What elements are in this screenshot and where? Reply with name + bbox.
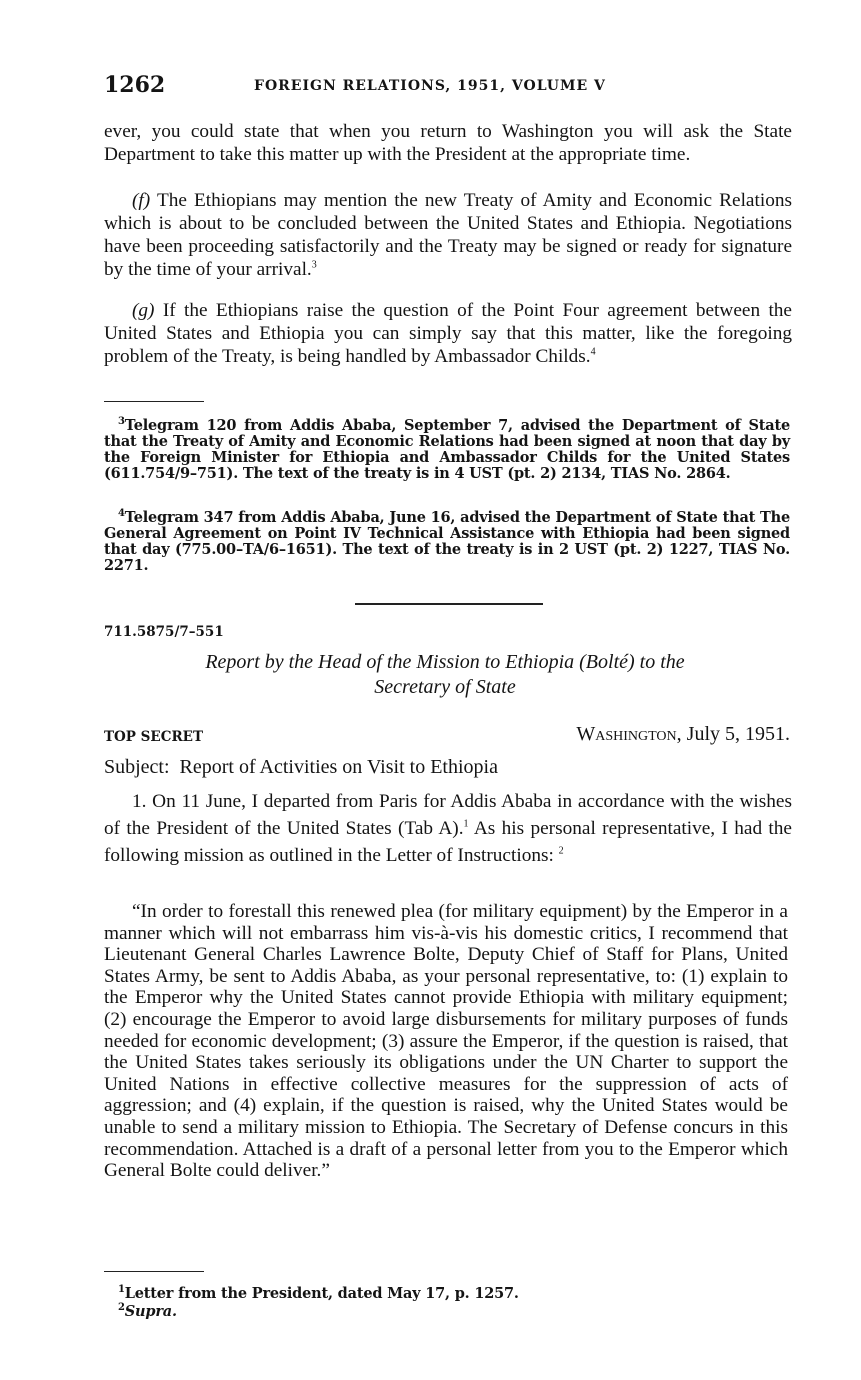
paragraph-1-text-b: As his personal representative, I had the following mission as outlined in the Letter of Instructions: (104, 818, 792, 866)
paragraph-1-text: 1. On 11 June, I departed from Paris for Addis Ababa in accordance with the wishes of the President of the United States (Tab A). (104, 791, 792, 839)
dateline-date: , July 5, 1951. (676, 723, 790, 745)
paragraph-f-text: The Ethiopians may mention the new Treaty of Amity and Economic Relations which is about to be concluded between the United States and Ethiopia. Negotiations have been proceeding satisfactorily and the Treaty may be signed or ready for signature by the time of your arrival. (104, 190, 792, 280)
document-title-line1: Report by the Head of the Mission to Ethiopia (Bolté) to the (205, 651, 685, 673)
continued-paragraph: ever, you could state that when you return to Washington you will ask the State Department to take this matter up with the President at the appropriate time. (104, 121, 792, 165)
footnote-mark: 4 (118, 508, 125, 520)
running-title: FOREIGN RELATIONS, 1951, VOLUME V (254, 78, 606, 94)
footnote-text: Telegram 347 from Addis Ababa, June 16, advised the Department of State that The General Agreement on Point IV Technical Assistance with Ethiopia had been signed that day (775.00–TA/6–1651). The text of the treaty is in 2 UST (pt. 2) 1227, TIAS No. 2271. (104, 509, 790, 574)
footnote-ref-4: 4 (590, 346, 596, 358)
footnote-rule-bottom (104, 1271, 204, 1272)
dateline-place: Washington (576, 723, 677, 745)
paragraph-g (104, 299, 792, 368)
file-number: 711.5875/7–551 (104, 624, 224, 640)
footnote-ref-2: 2 (558, 845, 564, 857)
footnote-text: Supra. (124, 1303, 177, 1320)
subject-line (104, 756, 498, 779)
footnote-text: Telegram 120 from Addis Ababa, September 7, advised the Department of State that the Treaty of Amity and Economic Relations had been signed at noon that day by the Foreign Minister for Ethiopia and Ambassador Childs for the United States (611.754/9–751). The text of the treaty is in 4 UST (pt. 2) 2134, TIAS No. 2864. (104, 417, 790, 482)
footnote-2 (104, 1304, 790, 1320)
footnote-3 (104, 418, 790, 482)
paragraph-f-label: (f) (132, 190, 151, 211)
paragraph-f (104, 189, 792, 281)
dateline (576, 723, 790, 746)
document-title-line2: Secretary of State (374, 676, 516, 698)
footnote-rule (104, 401, 204, 402)
footnote-4 (104, 510, 790, 574)
footnote-ref-1: 1 (463, 818, 469, 830)
page-header (104, 72, 790, 102)
paragraph-g-text: If the Ethiopians raise the question of the Point Four agreement between the United States and Ethiopia you can simply say that this matter, like the foregoing problem of the Treaty, is being handled by Ambassador Childs. (104, 300, 792, 367)
footnote-1 (104, 1286, 790, 1302)
footnote-mark: 1 (118, 1284, 125, 1296)
subject-label: Subject: (104, 756, 170, 778)
document-title (120, 650, 770, 700)
section-separator (355, 603, 543, 605)
footnote-ref-3: 3 (311, 259, 317, 271)
footnote-mark: 2 (118, 1302, 125, 1314)
subject-text: Report of Activities on Visit to Ethiopia (179, 756, 498, 778)
quoted-instructions: “In order to forestall this renewed plea (for military equipment) by the Emperor in a manner which will not embarrass him vis-à-vis his domestic critics, I recommend that Lieutenant General Charles Lawrence Bolte, Deputy Chief of Staff for Plans, United States Army, be sent to Addis Ababa, as your personal representative, to: (1) explain to the Emperor why the United States cannot provide Ethiopia with military equipment; (2) encourage the Emperor to avoid large disbursements for military purposes of funds needed for economic development; (3) assure the Emperor, if the question is raised, that the United States takes seriously its obligations under the UN Charter to support the United Nations in effective collective measures for the suppression of acts of aggression; and (4) explain, if the question is raised, why the United States would be unable to send a military mission to Ethiopia. The Secretary of Defense concurs in this recommendation. Attached is a draft of a personal letter from you to the Emperor which General Bolte could deliver.” (104, 901, 788, 1182)
classification: TOP SECRET (104, 729, 203, 745)
page-number: 1262 (104, 72, 166, 98)
footnote-text: Letter from the President, dated May 17, p. 1257. (124, 1285, 519, 1302)
paragraph-g-label: (g) (132, 300, 155, 321)
footnote-mark: 3 (118, 416, 125, 428)
paragraph-1 (104, 788, 792, 869)
